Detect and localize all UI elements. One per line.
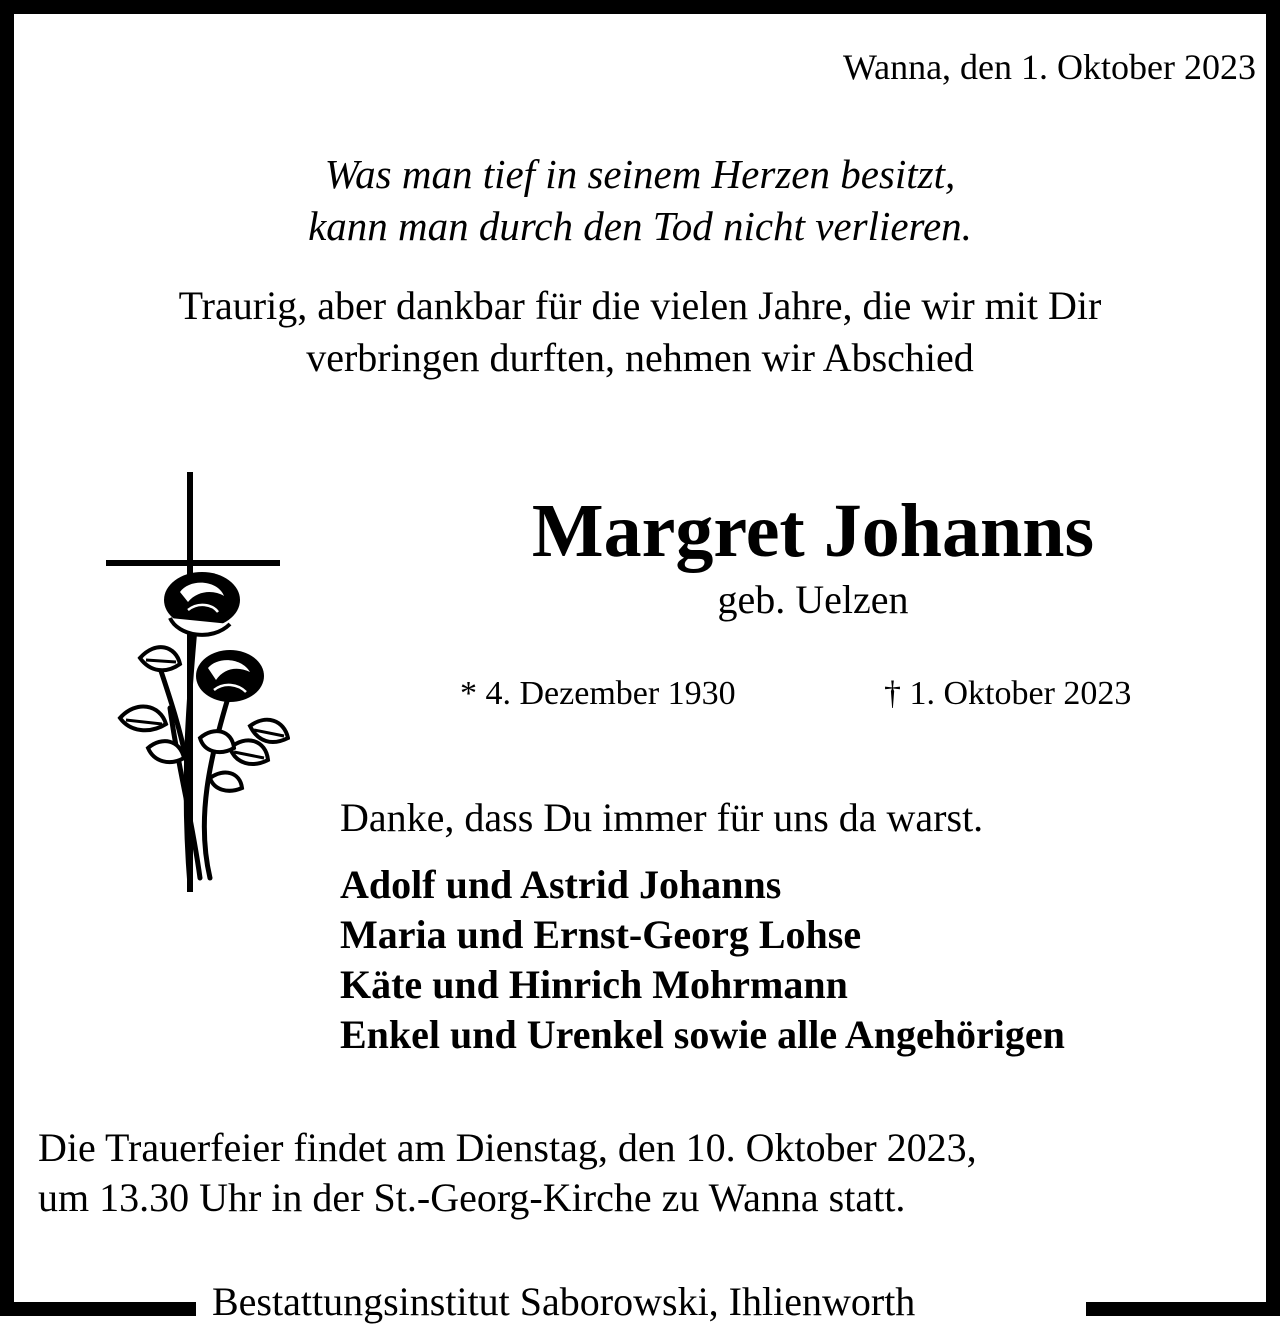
cross-with-roses-icon bbox=[100, 468, 290, 898]
intro-line-1: Traurig, aber dankbar für die vielen Jahre, die wir mit Dir bbox=[178, 283, 1102, 328]
frame-border-bottom-left bbox=[0, 1302, 196, 1316]
undertaker-name: Bestattungsinstitut Saborowski, Ihlienworth bbox=[212, 1279, 916, 1324]
funeral-info-line-2: um 13.30 Uhr in der St.-Georg-Kirche zu Wanna statt. bbox=[38, 1175, 906, 1220]
death-date: † 1. Oktober 2023 bbox=[884, 675, 1132, 712]
thanks-line: Danke, dass Du immer für uns da warst. bbox=[340, 795, 984, 840]
frame-border-bottom-right bbox=[1086, 1302, 1280, 1316]
maiden-name: geb. Uelzen bbox=[717, 577, 909, 622]
intro-line-2: verbringen durften, nehmen wir Abschied bbox=[306, 335, 974, 380]
mourner-line: Maria und Ernst-Georg Lohse bbox=[340, 912, 862, 957]
quote-line-1: Was man tief in seinem Herzen besitzt, bbox=[324, 151, 956, 197]
mourner-line: Enkel und Urenkel sowie alle Angehörigen bbox=[340, 1012, 1065, 1057]
birth-date: * 4. Dezember 1930 bbox=[460, 675, 736, 712]
deceased-name: Margret Johanns bbox=[531, 489, 1095, 573]
funeral-info-line-1: Die Trauerfeier findet am Dienstag, den 10. Oktober 2023, bbox=[38, 1125, 977, 1170]
place-date: Wanna, den 1. Oktober 2023 bbox=[843, 47, 1256, 87]
frame-border-top bbox=[0, 0, 1280, 14]
mourner-line: Adolf und Astrid Johanns bbox=[340, 862, 782, 907]
quote-line-2: kann man durch den Tod nicht verlieren. bbox=[308, 203, 972, 249]
mourner-line: Käte und Hinrich Mohrmann bbox=[340, 962, 848, 1007]
